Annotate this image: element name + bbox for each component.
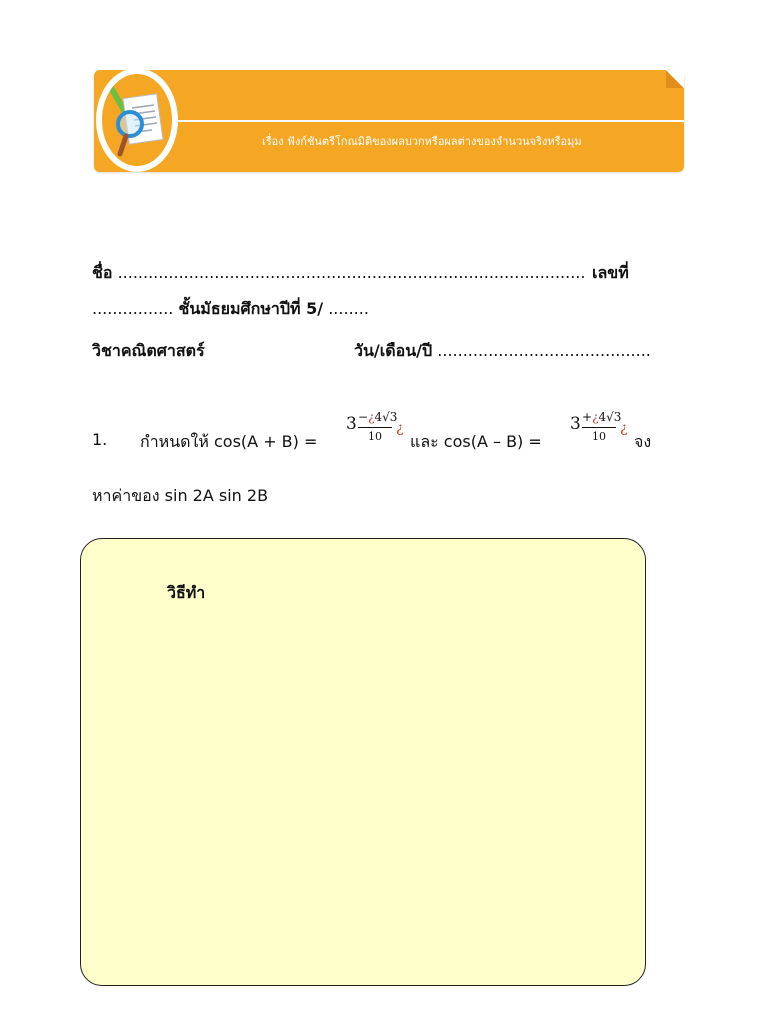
expr-inv-mark: ¿: [592, 410, 599, 424]
expr-radical: 4√3: [598, 410, 622, 424]
subject-row: [92, 340, 682, 362]
number-label: เลขที่: [592, 263, 629, 282]
expr-sign: +: [582, 410, 593, 424]
number-blank: ................: [92, 299, 174, 318]
answer-box[interactable]: [80, 538, 646, 986]
name-row: [92, 262, 652, 284]
class-blank: ........: [328, 299, 369, 318]
magnifier-document-icon: [102, 74, 172, 166]
answer-label: วิธีทำ: [167, 583, 206, 602]
expr-denominator: 10: [368, 430, 382, 443]
expr-base: 3: [570, 414, 581, 434]
date-blank: ..........................................: [437, 341, 651, 360]
subject-label: วิชาคณิตศาสตร์: [92, 341, 205, 360]
page-fold-corner: [666, 70, 684, 88]
expr-inv-mark: ¿: [368, 410, 375, 424]
question-and-text: และ cos(A – B) =: [410, 432, 542, 451]
expression-cos-diff: [570, 410, 632, 454]
expression-cos-sum: [346, 410, 408, 454]
expr-radical: 4√3: [374, 410, 398, 424]
class-label: ชั้นมัธยมศึกษาปีที่ 5/: [178, 299, 324, 318]
question-1: [92, 410, 672, 460]
expr-sign: −: [358, 410, 369, 424]
question-1-line-2: หาค่าของ sin 2A sin 2B: [92, 486, 269, 505]
date-label: วัน/เดือน/ปี: [354, 341, 433, 360]
name-label: ชื่อ: [92, 263, 113, 282]
fraction-bar: [582, 427, 616, 428]
expr-tail-mark: ¿: [620, 420, 628, 436]
expr-numerator: [582, 410, 621, 424]
expr-numerator: [358, 410, 397, 424]
banner-divider: [178, 120, 684, 122]
header-banner: [94, 70, 684, 172]
expr-denominator: 10: [592, 430, 606, 443]
emblem-circle: [96, 68, 178, 172]
question-given-text: กำหนดให้ cos(A + B) =: [140, 432, 318, 451]
expr-tail-mark: ¿: [396, 420, 404, 436]
banner-title: เรื่อง ฟังก์ชันตรีโกณมิติของผลบวกหรือผลต่างของจำนวนจริงหรือมุม: [262, 135, 582, 148]
question-end-text: จง: [634, 432, 652, 451]
question-number: 1.: [92, 430, 108, 449]
fraction-bar: [358, 427, 392, 428]
expr-base: 3: [346, 414, 357, 434]
name-blank: ............................................................................................: [117, 263, 586, 282]
class-row: [92, 298, 369, 320]
